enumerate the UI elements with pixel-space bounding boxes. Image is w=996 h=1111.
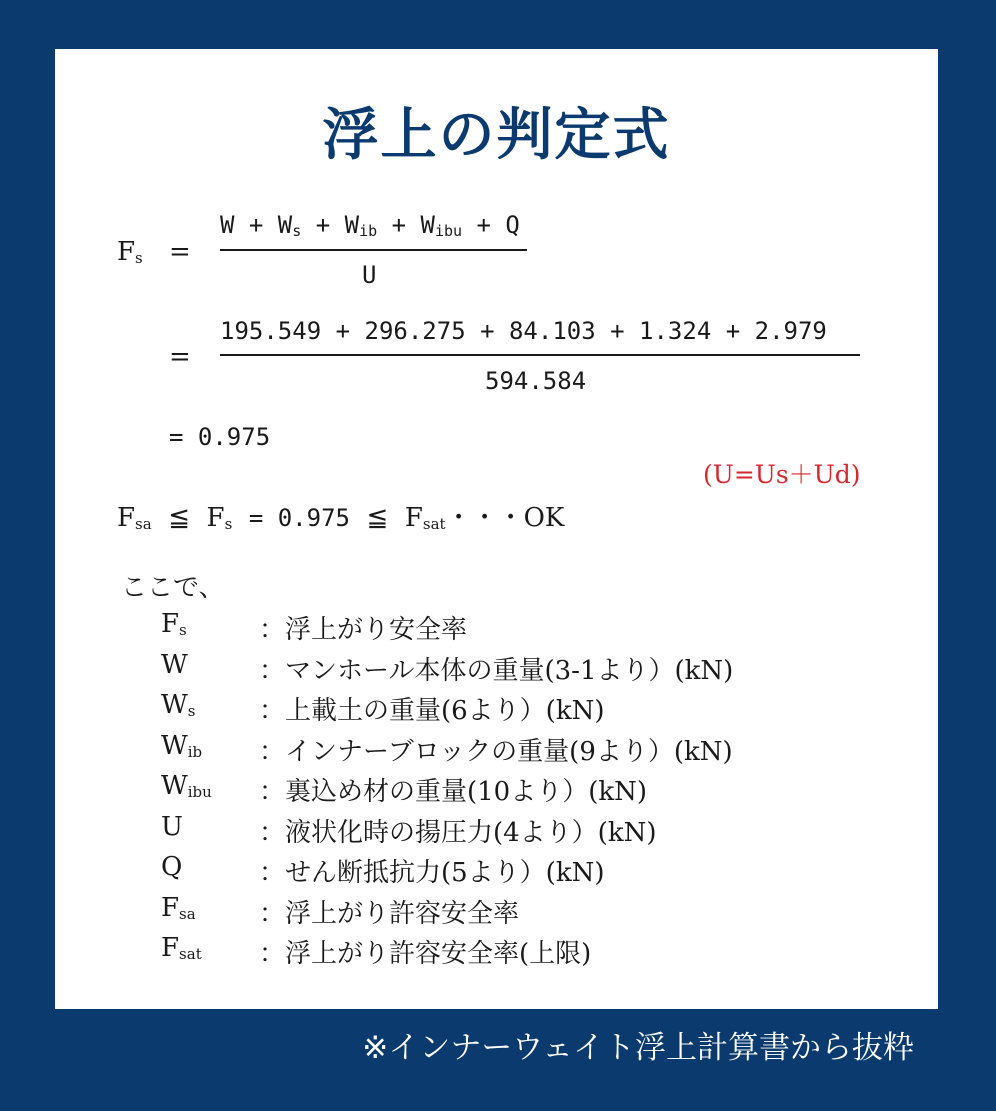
uplift-note: (U=Us＋Ud)	[703, 460, 861, 489]
symbolic-numerator: $W + W_s + W_{ib} + W_{ibu} + Q$	[220, 211, 520, 240]
numeric-numerator: 195.549 + 296.275 + 84.103 + 1.324 + 2.979	[220, 317, 827, 345]
symbolic-denominator: U	[362, 261, 377, 289]
where-label: ここで、	[121, 573, 225, 603]
equals-sign: =	[169, 237, 191, 267]
fraction-line	[220, 249, 527, 251]
safety-check: $F_{sa}$ ≦ $F_s = 0.975$ ≦ $F_{sat}$・・・OK	[117, 503, 565, 533]
numeric-denominator: 594.584	[485, 367, 587, 395]
result-value: = 0.975	[169, 423, 271, 451]
fs-label: $F_s$	[117, 237, 143, 267]
equals-sign-2: =	[169, 342, 191, 372]
source-footnote: ※インナーウェイト浮上計算書から抜粋	[362, 1030, 914, 1066]
page-title: 浮上の判定式	[322, 103, 671, 168]
content-panel: 浮上の判定式 $F_s$ = $W + W_s + W_{ib} + W_{ibu} + Q$ U = 195.549 + 296.275 + 84.103 + 1.324 + 2.979 594.584 = 0.975 (U=Us＋Ud) $F_{sa}$ ≦ $F_s = 0.975$ ≦ $F_{sat}$・・・OK ここで、 $F_s$ ：浮上がり安全率 W ：マンホール本体の重量(3-1より）(kN) $W_s$ ：上載土の重量(6より）(kN) $W_{ib}$ ：インナーブロックの重量(9より）(kN) $W_{ibu}$ ：裏込め材の重量(10より）(kN) U ：液状化時の揚圧力(4より）(kN) Q ：せん断抵抗力(5より）(kN) $F_{sa}$ ：浮上がり許容安全率 $F_{sat}$ ：浮上がり許容安全率(上限)	[55, 49, 938, 1009]
numeric-fraction-line	[220, 354, 860, 356]
